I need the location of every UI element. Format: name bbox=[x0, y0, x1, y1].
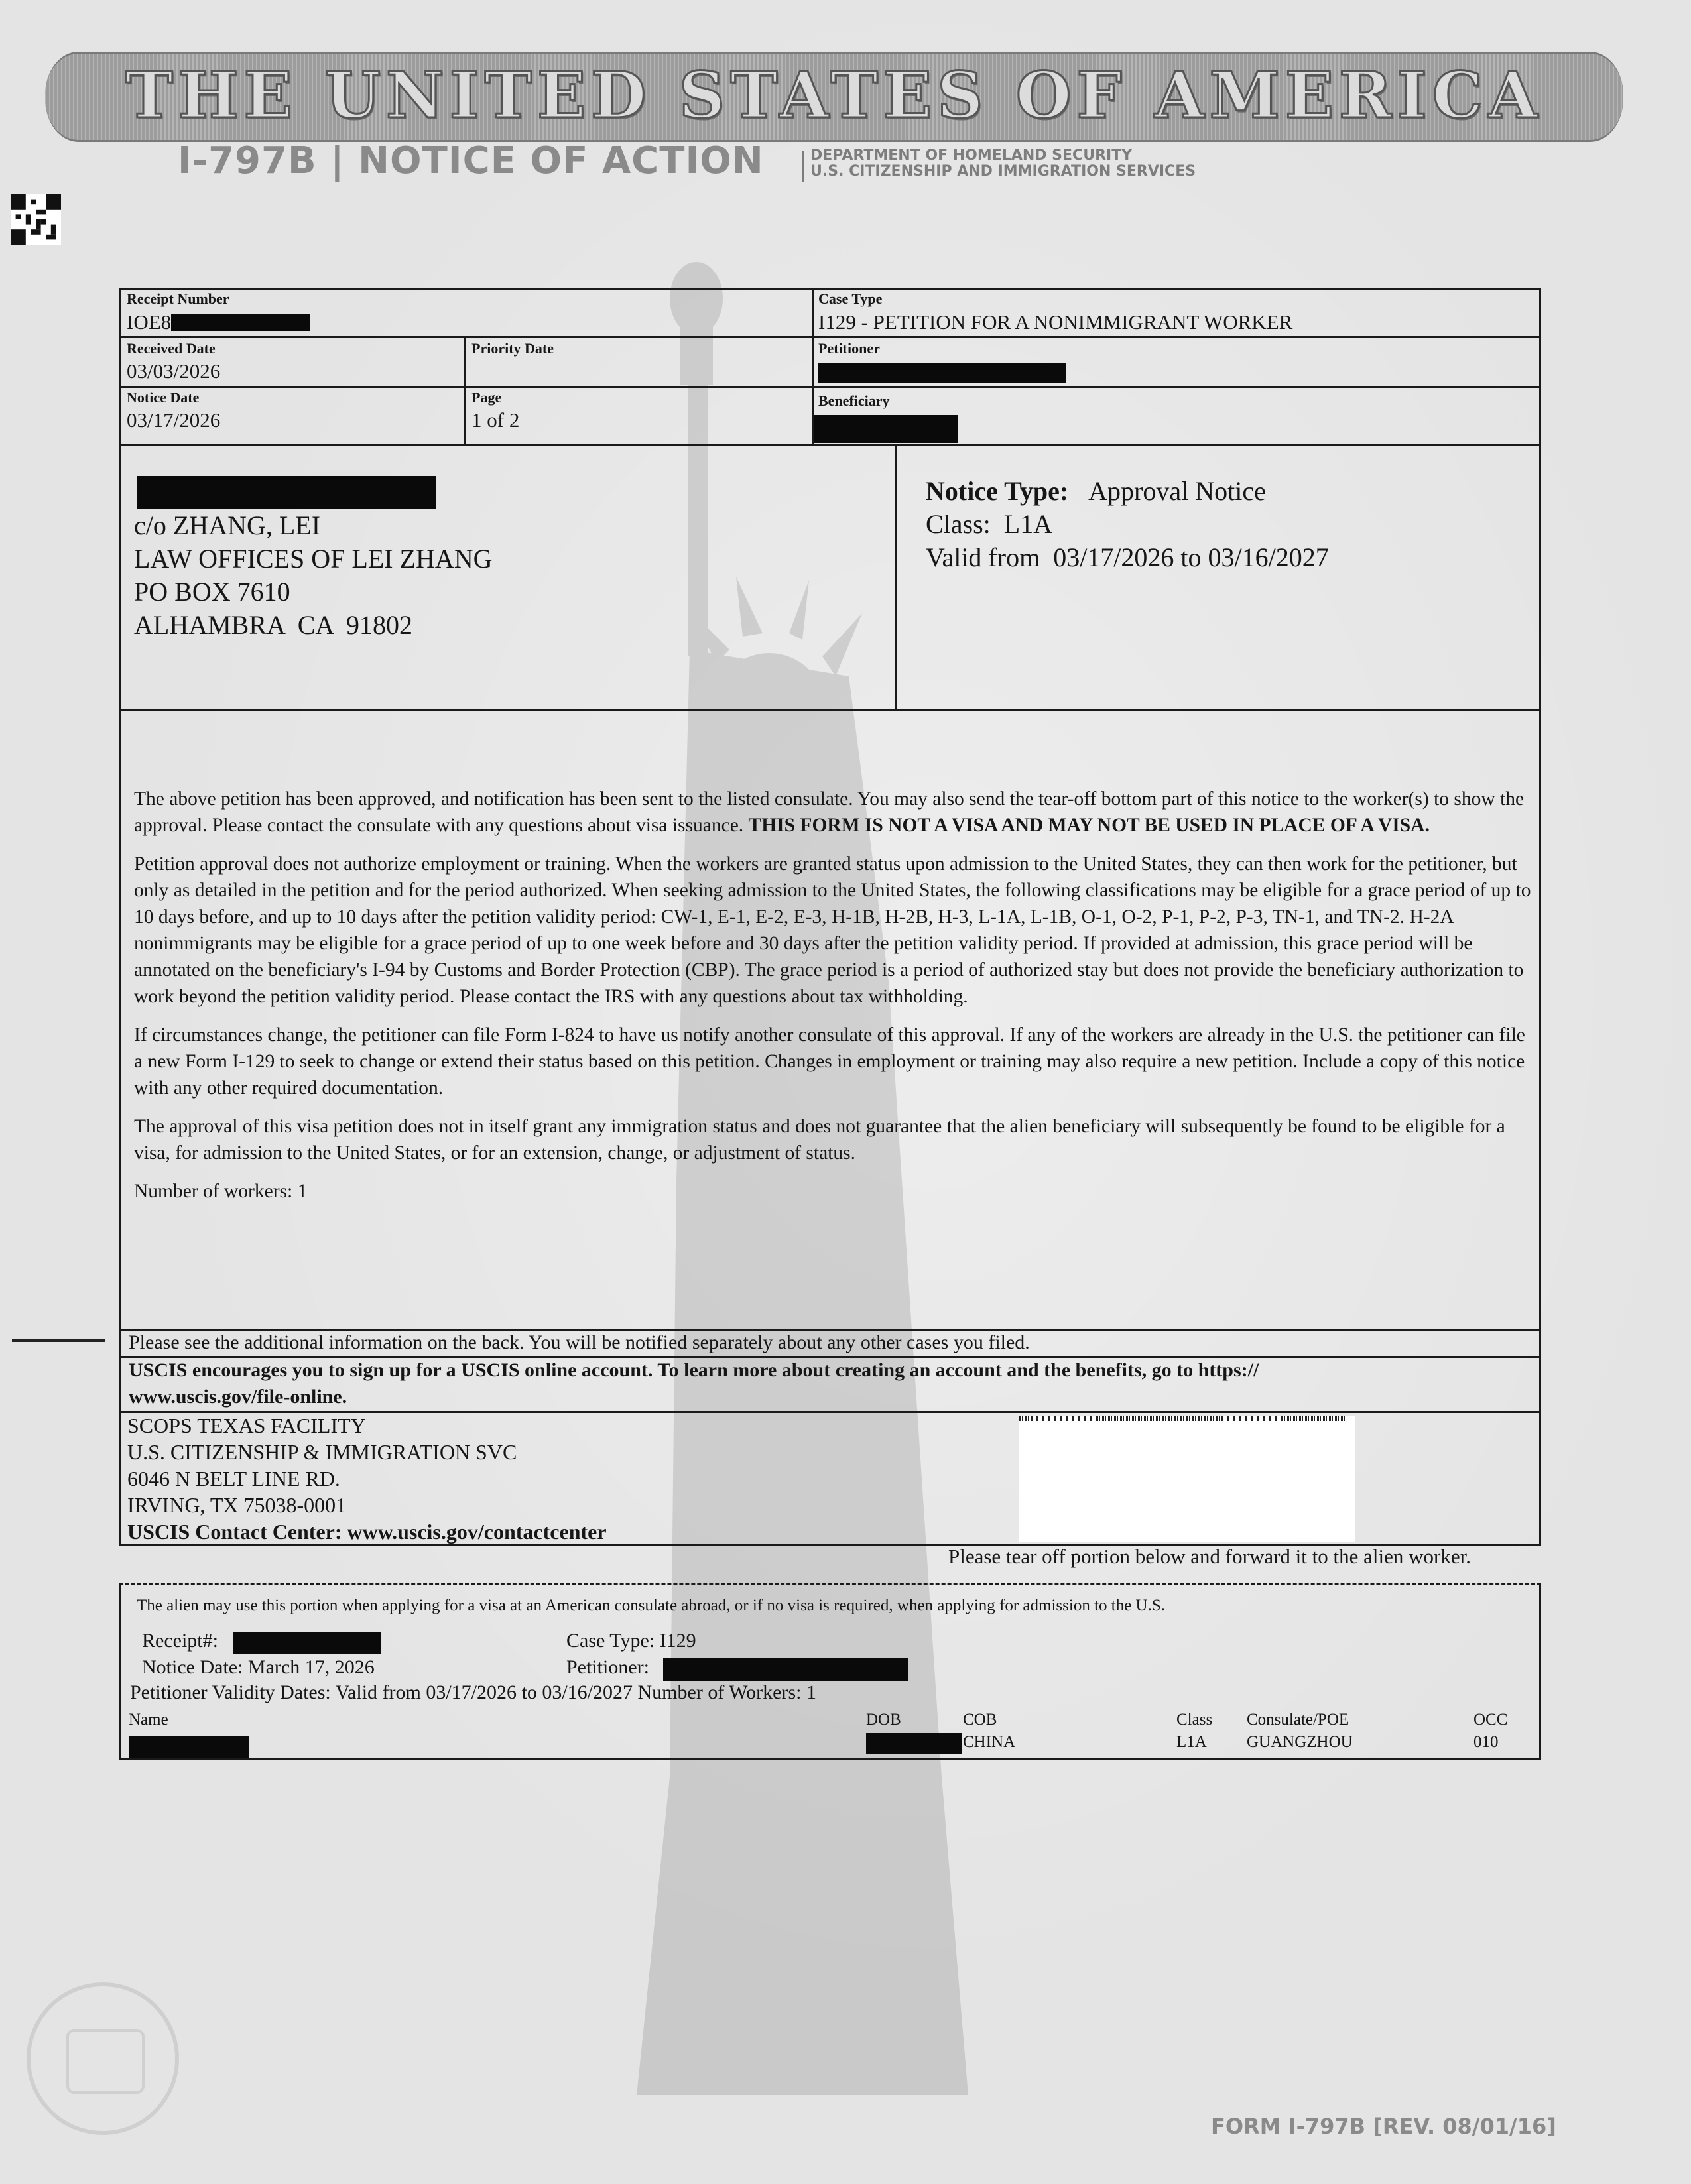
additional-info-text: Please see the additional information on the back. You will be notified separately about any other cases you filed. bbox=[129, 1331, 1030, 1353]
table-rule bbox=[464, 336, 466, 446]
online-account-line-2: www.uscis.gov/file-online. bbox=[129, 1386, 347, 1408]
petitioner-label: Petitioner bbox=[818, 340, 880, 357]
online-account-text bbox=[129, 1357, 1259, 1410]
mailing-address bbox=[134, 509, 493, 642]
seal-emblem bbox=[66, 2029, 145, 2094]
cob-value: CHINA bbox=[963, 1733, 1016, 1751]
tear-petitioner-label: Petitioner: bbox=[566, 1656, 649, 1678]
sender-line: U.S. CITIZENSHIP & IMMIGRATION SVC bbox=[127, 1440, 517, 1464]
beneficiary-redaction bbox=[814, 415, 958, 443]
col-name-header: Name bbox=[129, 1711, 168, 1729]
beneficiary-label: Beneficiary bbox=[818, 393, 890, 409]
department-line-1: DEPARTMENT OF HOMELAND SECURITY bbox=[810, 147, 1133, 164]
department-name bbox=[810, 148, 1196, 180]
table-rule bbox=[812, 288, 814, 446]
address-line: LAW OFFICES OF LEI ZHANG bbox=[134, 544, 493, 574]
body-paragraph-2: Petition approval does not authorize employment or training. When the workers are granted status upon admission to the United States, they can then work for the petitioner, but only as detailed in the petition and for the period authorized. When seeking admission to the United States, the following classifications may be eligible for a grace period of up to 10 days before, and up to 10 days after the petition validity period: CW-1, E-1, E-2, E-3, H-1B, H-2B, H-3, L-1A, L-1B, O-1, O-2, P-1, P-2, P-3, TN-1, and TN-2. H-2A nonimmigrants may be eligible for a grace period of up to one week before and 30 days after the petition validity period. If provided at admission, this grace period will be annotated on the beneficiary's I-94 by Customs and Border Protection (CBP). The grace period is a period of authorized stay but does not provide the beneficiary authorization to work beyond the petition validity period. Please contact the IRS with any questions about tax withholding. bbox=[134, 853, 1531, 1007]
tear-notice-date: Notice Date: March 17, 2026 bbox=[142, 1656, 375, 1678]
recipient-name-redaction bbox=[137, 476, 436, 509]
priority-date-label: Priority Date bbox=[471, 340, 554, 357]
contact-center: USCIS Contact Center: www.uscis.gov/contactcenter bbox=[127, 1520, 607, 1544]
tear-validity: Petitioner Validity Dates: Valid from 03/17/2026 to 03/16/2027 Number of Workers: 1 bbox=[130, 1681, 816, 1703]
class-value: L1A bbox=[1003, 509, 1053, 539]
tear-off-instruction: Please tear off portion below and forward it to the alien worker. bbox=[948, 1545, 1471, 1568]
table-rule bbox=[119, 336, 1541, 338]
valid-label: Valid from bbox=[926, 542, 1040, 572]
body-paragraph-1 bbox=[134, 786, 1533, 839]
body-p1-text: The above petition has been approved, and notification has been sent to the listed consulate. You may also send the tear-off bottom part of this notice to the worker(s) to show the approval. Please contact the consulate with any questions about visa issuance. bbox=[134, 788, 1525, 836]
class-label: Class: bbox=[926, 509, 991, 539]
valid-value: 03/17/2026 to 03/16/2027 bbox=[1053, 542, 1329, 572]
body-p1-bold: THIS FORM IS NOT A VISA AND MAY NOT BE USED IN PLACE OF A VISA. bbox=[748, 815, 1430, 836]
header-banner bbox=[45, 52, 1623, 142]
tear-receipt-redaction bbox=[233, 1632, 381, 1654]
notice-body bbox=[134, 786, 1533, 1217]
sender-line: SCOPS TEXAS FACILITY bbox=[127, 1414, 366, 1437]
tear-case-type: Case Type: I129 bbox=[566, 1630, 696, 1652]
tear-receipt-label: Receipt#: bbox=[142, 1630, 218, 1652]
case-type-value: I129 - PETITION FOR A NONIMMIGRANT WORKER bbox=[818, 310, 1293, 334]
col-occ-header: OCC bbox=[1473, 1711, 1508, 1729]
tear-petitioner-redaction bbox=[663, 1658, 908, 1681]
col-consulate-header: Consulate/POE bbox=[1247, 1711, 1349, 1729]
body-paragraph-3: If circumstances change, the petitioner can file Form I-824 to have us notify another consulate of this approval. If any of the workers are already in the U.S. the petitioner can file a new Form I-129 to seek to change or extend their status based on this petition. Changes in employment or training may also require a new petition. Include a copy of this notice with any other required documentation. bbox=[134, 1024, 1525, 1099]
barcode-icon bbox=[1019, 1416, 1345, 1421]
sender-address bbox=[127, 1412, 607, 1545]
table-rule bbox=[119, 386, 1541, 388]
notice-date-label: Notice Date bbox=[127, 389, 200, 406]
page-label: Page bbox=[471, 389, 502, 406]
consulate-value: GUANGZHOU bbox=[1247, 1733, 1353, 1751]
department-line-2: U.S. CITIZENSHIP AND IMMIGRATION SERVICES bbox=[810, 163, 1196, 180]
title-divider bbox=[802, 151, 804, 182]
banner-title: THE UNITED STATES OF AMERICA bbox=[125, 58, 1543, 133]
col-cob-header: COB bbox=[963, 1711, 997, 1729]
receipt-number-label: Receipt Number bbox=[127, 290, 229, 307]
notice-type-value: Approval Notice bbox=[1088, 476, 1266, 506]
case-type-label: Case Type bbox=[818, 290, 883, 307]
class-value: L1A bbox=[1176, 1733, 1207, 1751]
number-of-workers: Number of workers: 1 bbox=[134, 1181, 308, 1202]
page-value: 1 of 2 bbox=[471, 408, 520, 432]
margin-fold-mark bbox=[12, 1339, 105, 1342]
notice-summary bbox=[926, 475, 1329, 574]
tear-name-redaction bbox=[129, 1736, 249, 1758]
received-date-label: Received Date bbox=[127, 340, 216, 357]
occ-value: 010 bbox=[1473, 1733, 1499, 1751]
notice-date-value: 03/17/2026 bbox=[127, 408, 221, 432]
col-class-header: Class bbox=[1176, 1711, 1213, 1729]
barcode-redaction bbox=[1019, 1416, 1355, 1542]
received-date-value: 03/03/2026 bbox=[127, 359, 221, 383]
body-paragraph-4: The approval of this visa petition does not in itself grant any immigration status and does not guarantee that the alien beneficiary will subsequently be found to be eligible for a visa, for admission to the United States, or for an extension, change, or adjustment of status. bbox=[134, 1116, 1505, 1164]
block-divider bbox=[895, 444, 897, 711]
form-number-footer: FORM I-797B [REV. 08/01/16] bbox=[1211, 2114, 1556, 2139]
receipt-number-text: IOE8 bbox=[127, 310, 172, 334]
online-account-line-1: USCIS encourages you to sign up for a USCIS online account. To learn more about creating an account and the benefits, go to https:// bbox=[129, 1359, 1259, 1381]
address-line: PO BOX 7610 bbox=[134, 577, 290, 607]
qr-code-icon bbox=[11, 194, 61, 245]
col-dob-header: DOB bbox=[866, 1711, 901, 1729]
address-line: ALHAMBRA CA 91802 bbox=[134, 610, 413, 640]
notice-type-label: Notice Type: bbox=[926, 476, 1069, 506]
petitioner-redaction bbox=[818, 363, 1066, 383]
sender-line: IRVING, TX 75038-0001 bbox=[127, 1493, 347, 1517]
tear-off-intro: The alien may use this portion when applying for a visa at an American consulate abroad, or if no visa is required, when applying for admission to the U.S. bbox=[137, 1597, 1166, 1614]
form-title: I-797B | NOTICE OF ACTION bbox=[178, 139, 764, 182]
address-line: c/o ZHANG, LEI bbox=[134, 511, 321, 540]
tear-dob-redaction bbox=[866, 1733, 962, 1754]
receipt-number-value bbox=[127, 310, 310, 334]
sender-line: 6046 N BELT LINE RD. bbox=[127, 1467, 340, 1490]
redaction-bar bbox=[171, 314, 310, 331]
